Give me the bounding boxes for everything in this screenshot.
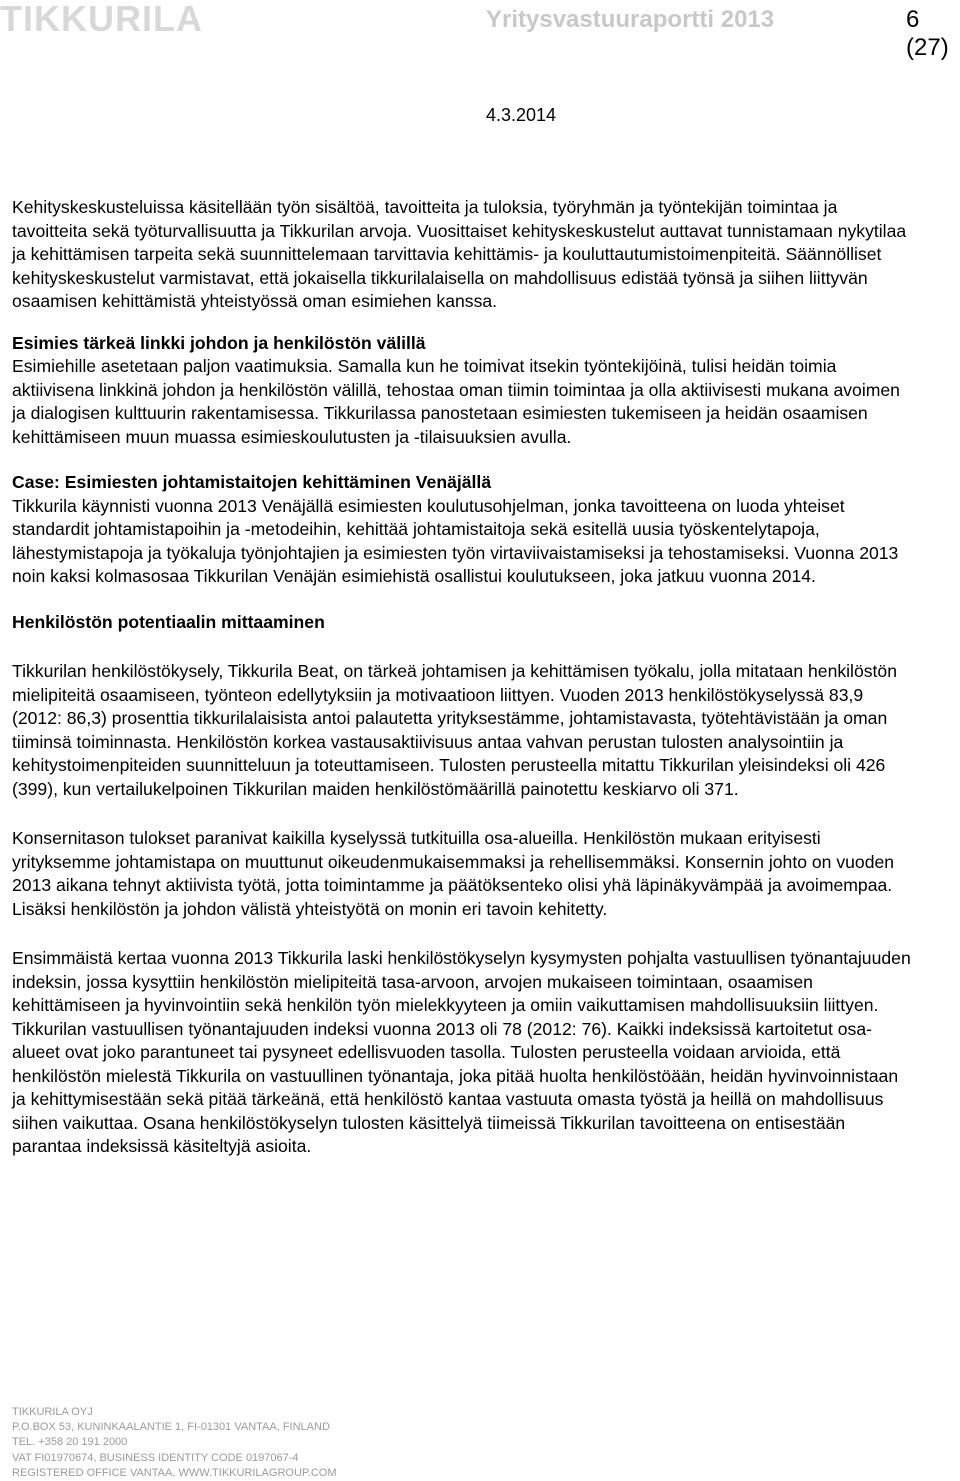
footer-phone: TEL. +358 20 191 2000	[12, 1436, 128, 1449]
supervisors-paragraph: Esimiehille asetetaan paljon vaatimuksia. Samalla kun he toimivat itsekin työntekijöinä, tulisi heidän toimia aktiivisena linkkinä johdon ja henkilöstön välillä, tehostaa oman tiimin toimintaa ja olla aktiivisesti mukana avoimen ja dialogisen kulttuurin rakentamisessa. Tikkurilassa panostetaan esimiesten tukemiseen ja heidän osaamisen kehittämiseen muun muassa esimieskoulutusten ja -tilaisuuksien avulla.	[12, 356, 900, 447]
document-body	[12, 196, 912, 1159]
section-heading-supervisors: Esimies tärkeä linkki johdon ja henkilöstön välillä	[12, 332, 426, 353]
footer-office: REGISTERED OFFICE VANTAA, WWW.TIKKURILAGROUP.COM	[12, 1466, 337, 1479]
case-paragraph: Tikkurila käynnisti vuonna 2013 Venäjällä esimiesten koulutusohjelman, jonka tavoitteena on luoda yhteiset standardit johtamistapoihin ja -metodeihin, kehittää johtamistaitoja sekä esitellä uusia työskentelytapoja, lähestymistapoja ja työkaluja työnjohtajien ja esimiesten työn virtaviivaistamiseksi ja tehostamiseksi. Vuonna 2013 noin kaksi kolmasosaa Tikkurilan Venäjän esimiehistä osallistui koulutukseen, joka jatkuu vuonna 2014.	[12, 495, 899, 586]
footer-company: TIKKURILA OYJ	[12, 1406, 93, 1418]
intro-paragraph: Kehityskeskusteluissa käsitellään työn sisältöä, tavoitteita ja tuloksia, työryhmän ja työntekijän toimintaa ja tavoitteita sekä työturvallisuutta ja Tikkurilan arvoja. Vuosittaiset kehityskeskustelut auttavat tunnistamaan nykytilaa ja kehittämisen tarpeita sekä suunnittelemaan tarvittavia kehittämis- ja kouluttautumistoimenpiteitä. Säännölliset kehityskeskustelut varmistavat, että jokaisella tikkurilalaisella on mahdollisuus edistää työnsä ja siihen liittyvän osaamisen kehittämistä yhteistyössä oman esimiehen kanssa.	[12, 197, 907, 311]
footer-vat: VAT FI01970674, BUSINESS IDENTITY CODE 0197067-4	[12, 1451, 299, 1464]
report-title: Yritysvastuuraportti 2013	[486, 6, 775, 33]
tikkurila-logo: TIKKURILA	[0, 0, 203, 39]
company-footer	[12, 1405, 337, 1481]
survey-paragraph: Tikkurilan henkilöstökysely, Tikkurila Beat, on tärkeä johtamisen ja kehittämisen työkalu, jolla mitataan henkilöstön mielipiteitä osaamiseen, työnteon edellytyksiin ja motivaatioon liittyen. Vuoden 2013 henkilöstökyselyssä 83,9 (2012: 86,3) prosenttia tikkurilalaisista antoi palautetta yrityksestämme, johtamistavasta, työtehtävistään ja oman tiiminsä toiminnasta. Henkilöstön korkea vastausaktiivisuus antaa vahvan perustan tulosten analysointiin ja kehitystoimenpiteiden suunnitteluun ja toteuttamiseen. Tulosten perusteella mitattu Tikkurilan yleisindeksi oli 426 (399), kun vertailukelpoinen Tikkurilan maiden henkilöstömäärillä painotettu keskiarvo oli 371.	[12, 661, 898, 799]
document-date: 4.3.2014	[486, 105, 557, 125]
section-heading-potential: Henkilöstön potentiaalin mittaaminen	[12, 611, 325, 632]
index-paragraph: Ensimmäistä kertaa vuonna 2013 Tikkurila laski henkilöstökyselyn kysymysten pohjalta vastuullisen työnantajuuden indeksin, jossa kysyttiin henkilöstön mielipiteitä tasa-arvoon, arvojen mukaiseen toimintaan, osaamisen kehittämiseen ja hyvinvointiin sekä henkilön työn mielekkyyteen ja omiin vaikuttamisen mahdollisuuksiin liittyen. Tikkurilan vastuullisen työnantajuuden indeksi vuonna 2013 oli 78 (2012: 76). Kaikki indeksissä kartoitetut osa-alueet ovat joko parantuneet tai pysyneet edellisvuoden tasolla. Tulosten perusteella voidaan arvioida, että henkilöstön mielestä Tikkurila on vastuullinen työnantaja, joka pitää huolta henkilöstöään, heidän hyvinvoinnistaan ja kehittymisestään sekä pitää tärkeänä, että henkilöstö kantaa vastuuta omasta työstä ja heillä on mahdollisuus siihen vaikuttaa. Osana henkilöstökyselyn tulosten käsittelyä tiimeissä Tikkurilan tavoitteena on entisestään parantaa indeksissä käsiteltyjä asioita.	[12, 948, 911, 1156]
page-indicator: 6 (27)	[906, 6, 949, 61]
results-paragraph: Konsernitason tulokset paranivat kaikilla kyselyssä tutkituilla osa-alueilla. Henkilöstön mukaan erityisesti yrityksemme johtamistapa on muuttunut oikeudenmukaisemmaksi ja rehellisemmäksi. Konsernin johto on vuoden 2013 aikana tehnyt aktiivista työtä, jotta toimintamme ja päätöksenteko olisi yhä läpinäkyvämpää ja avoimempaa. Lisäksi henkilöstön ja johdon välistä yhteistyötä on monin eri tavoin kehitetty.	[12, 828, 895, 919]
case-heading: Case: Esimiesten johtamistaitojen kehittäminen Venäjällä	[12, 472, 492, 492]
footer-address: P.O.BOX 53, KUNINKAALANTIE 1, FI-01301 VANTAA, FINLAND	[12, 1421, 330, 1434]
